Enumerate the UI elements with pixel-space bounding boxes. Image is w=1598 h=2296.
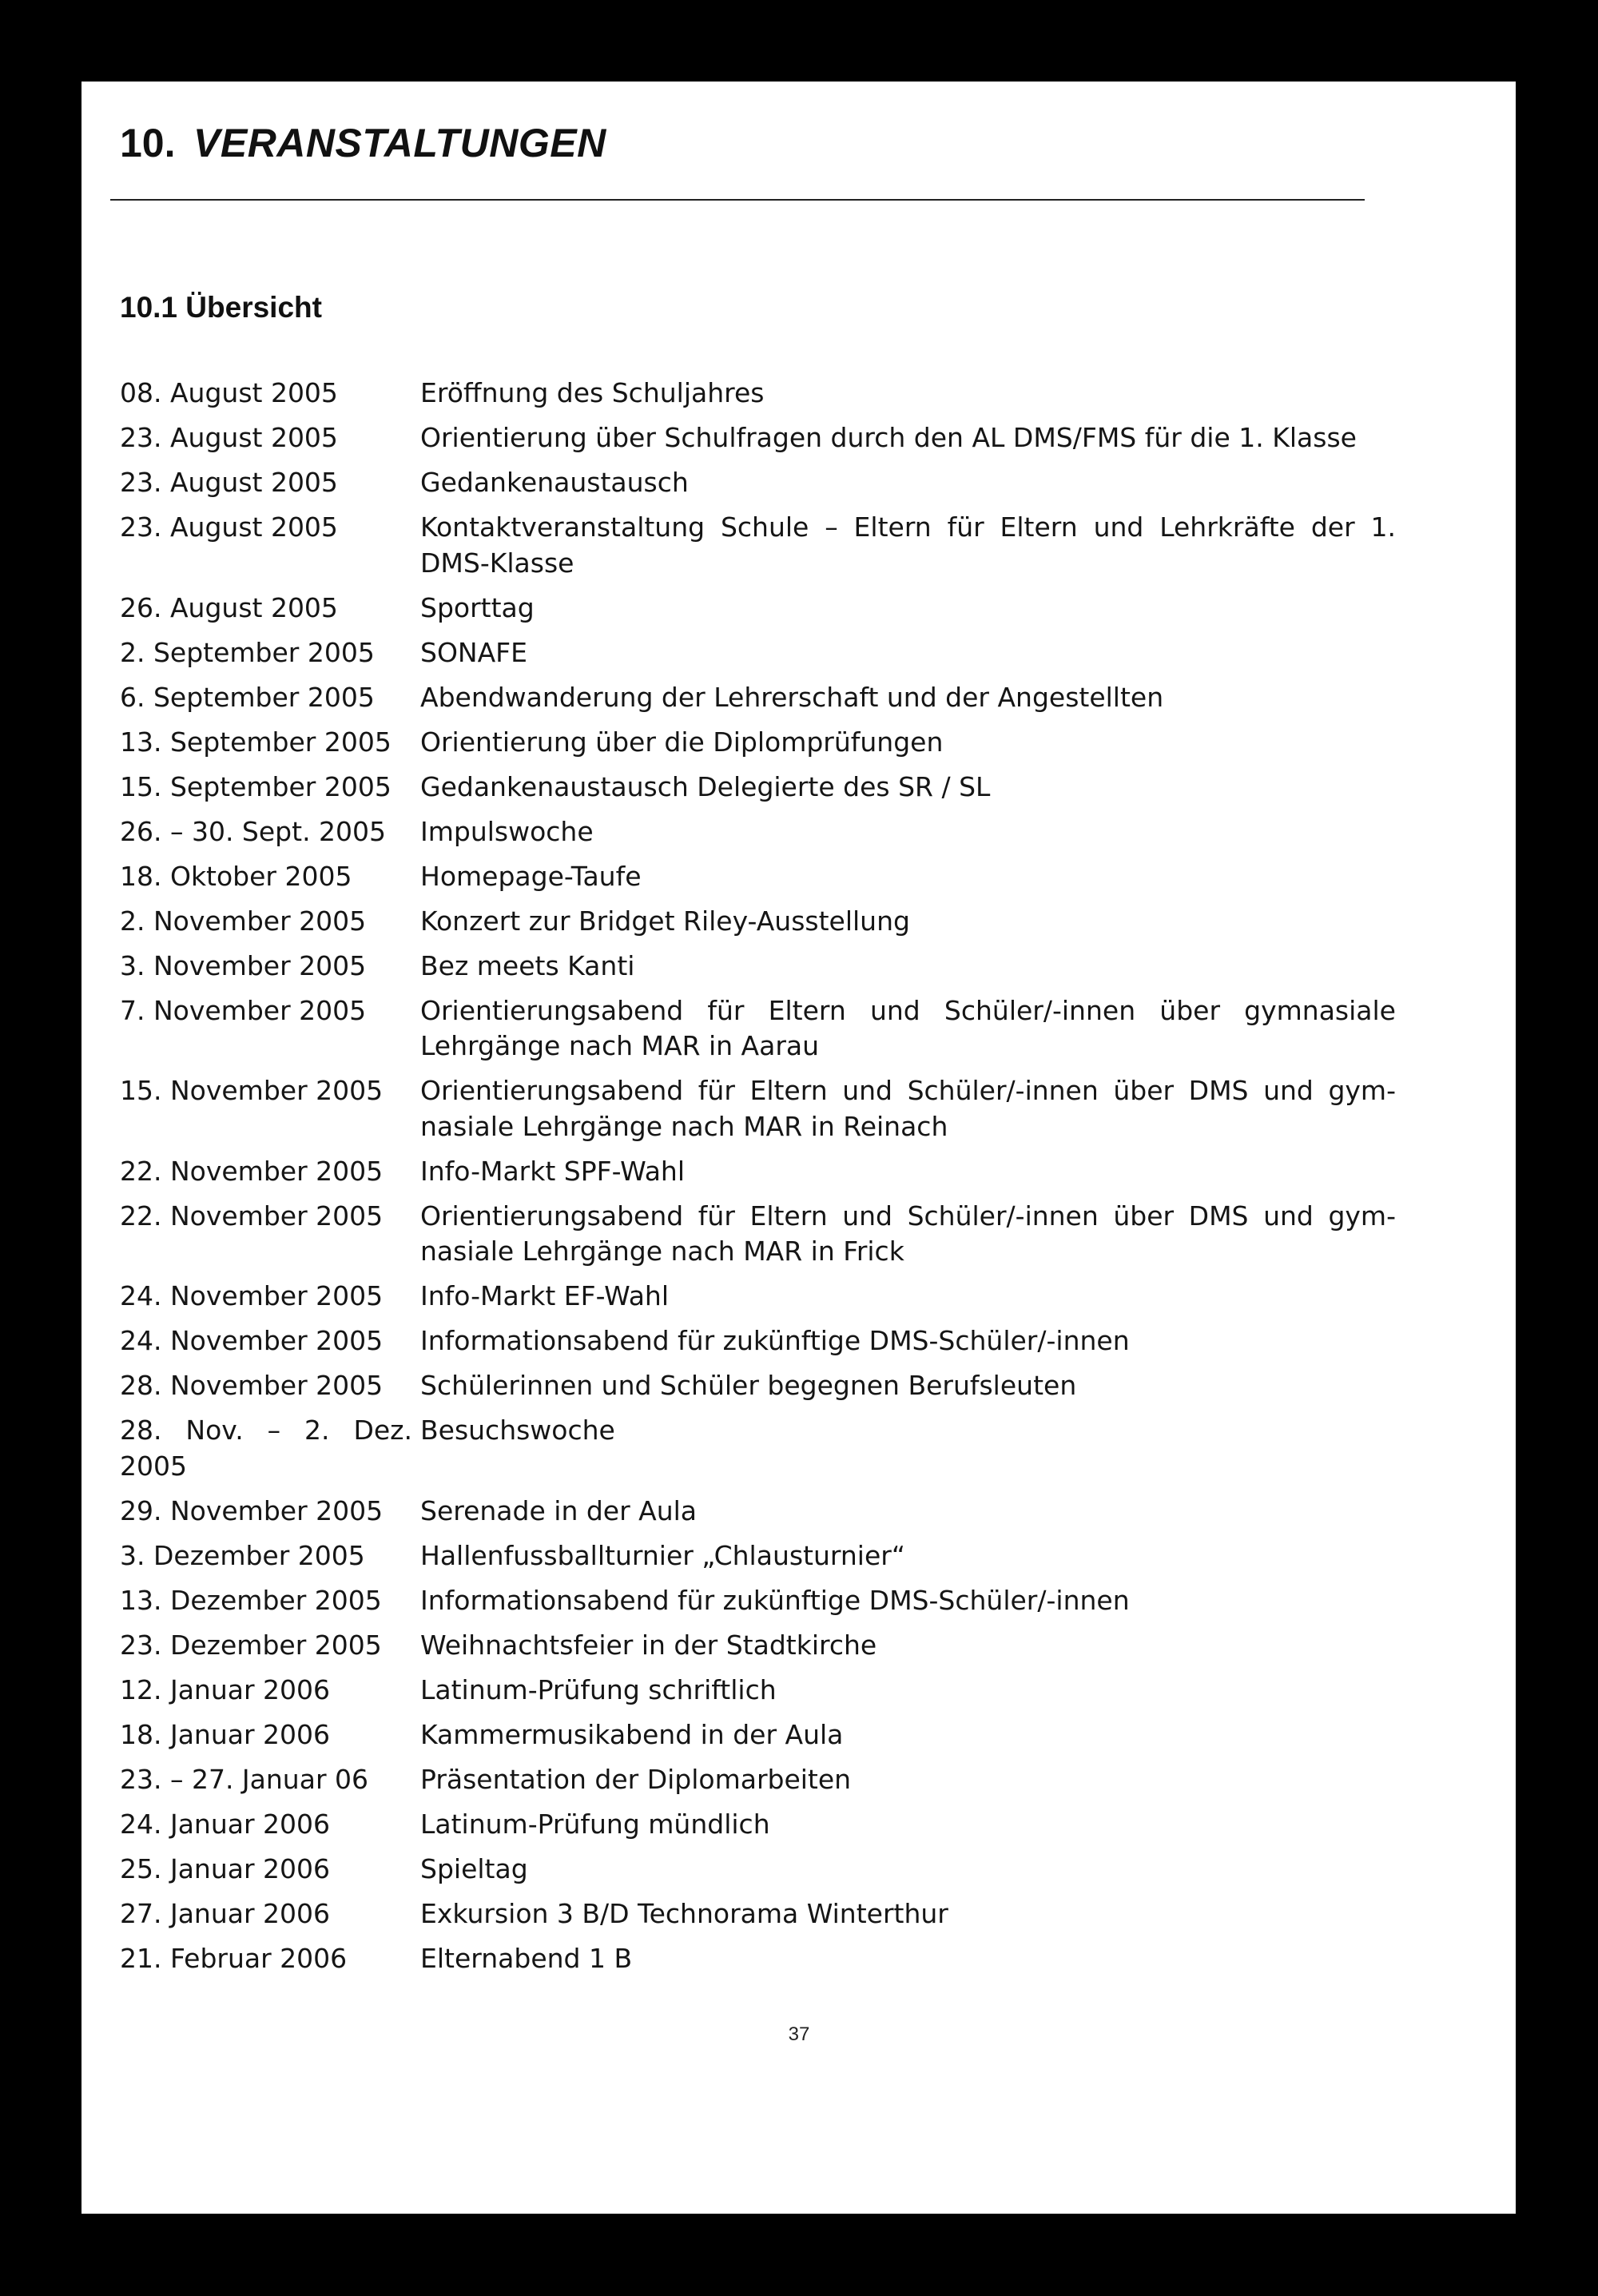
event-row xyxy=(120,376,1396,412)
event-date: 3. November 2005 xyxy=(120,949,367,981)
event-description: Orientierung über Schulfragen durch den AL DMS/FMS für die 1. Klasse xyxy=(420,422,1357,453)
event-description: Gedankenaustausch Delegierte des SR / SL xyxy=(420,770,991,802)
event-date: 23. August 2005 xyxy=(120,422,338,453)
heading-divider xyxy=(110,199,1365,201)
event-row xyxy=(120,993,1396,1064)
event-row xyxy=(120,859,1396,895)
event-row xyxy=(120,1628,1396,1664)
event-row xyxy=(120,1583,1396,1619)
event-date: 23. August 2005 xyxy=(120,467,338,498)
event-date: 15. September 2005 xyxy=(120,770,392,802)
event-date: 3. Dezember 2005 xyxy=(120,1539,365,1571)
event-description: SONAFE xyxy=(420,636,528,668)
event-date: 7. November 2005 xyxy=(120,994,367,1026)
event-list xyxy=(120,376,1396,1986)
event-description: Spieltag xyxy=(420,1852,528,1884)
event-date: 23. August 2005 xyxy=(120,511,338,543)
event-description: Abendwanderung der Lehrerschaft und der Angestellten xyxy=(420,681,1164,713)
event-date: 22. November 2005 xyxy=(120,1200,384,1232)
event-description: Eröffnung des Schuljahres xyxy=(420,377,765,408)
chapter-heading xyxy=(120,120,606,166)
event-description: Kontaktveranstaltung Schule – Eltern für Eltern und Lehrkräfte der 1. DMS-Klasse xyxy=(420,511,1396,579)
event-description: Hallenfussballturnier „Chlausturnier“ xyxy=(420,1539,905,1571)
event-description: Serenade in der Aula xyxy=(420,1494,698,1526)
event-date: 28. Nov. – 2. Dez. 2005 xyxy=(120,1415,412,1482)
event-date: 28. November 2005 xyxy=(120,1370,384,1401)
event-date: 6. September 2005 xyxy=(120,681,375,713)
event-row xyxy=(120,465,1396,501)
event-description: Homepage-Taufe xyxy=(420,860,642,892)
event-description: Gedankenaustausch xyxy=(420,467,689,498)
event-description: Besuchswoche xyxy=(420,1415,615,1446)
event-row xyxy=(120,635,1396,671)
event-date: 13. September 2005 xyxy=(120,726,392,758)
chapter-title: VERANSTALTUNGEN xyxy=(193,121,606,165)
event-row xyxy=(120,949,1396,985)
event-row xyxy=(120,1538,1396,1574)
event-row xyxy=(120,1413,1396,1484)
event-description: Exkursion 3 B/D Technorama Winterthur xyxy=(420,1897,948,1929)
event-row xyxy=(120,1368,1396,1404)
event-date: 24. November 2005 xyxy=(120,1325,384,1356)
event-description: Elternabend 1 B xyxy=(420,1942,633,1974)
event-description: Orientierungsabend für Eltern und Schüler/-innen über DMS und gymnasiale Lehrgänge nach MAR in Reinach xyxy=(420,1075,1396,1142)
event-description: Sporttag xyxy=(420,591,535,623)
event-row xyxy=(120,1762,1396,1798)
event-description: Info-Markt SPF-Wahl xyxy=(420,1155,685,1187)
event-date: 2. November 2005 xyxy=(120,905,367,937)
event-row xyxy=(120,814,1396,850)
event-description: Latinum-Prüfung schriftlich xyxy=(420,1673,777,1705)
event-row xyxy=(120,510,1396,581)
event-description: Orientierungsabend für Eltern und Schüler/-innen über gymnasiale Lehrgänge nach MAR in Aarau xyxy=(420,994,1396,1061)
event-date: 24. November 2005 xyxy=(120,1280,384,1311)
event-date: 13. Dezember 2005 xyxy=(120,1584,382,1616)
event-row xyxy=(120,1323,1396,1359)
event-row xyxy=(120,1673,1396,1709)
event-description: Weihnachtsfeier in der Stadtkirche xyxy=(420,1629,877,1661)
event-row xyxy=(120,904,1396,940)
event-description: Orientierung über die Diplomprüfungen xyxy=(420,726,944,758)
event-row xyxy=(120,725,1396,761)
event-date: 18. Oktober 2005 xyxy=(120,860,352,892)
event-description: Bez meets Kanti xyxy=(420,949,635,981)
event-row xyxy=(120,1199,1396,1270)
event-row xyxy=(120,1896,1396,1932)
event-description: Informationsabend für zukünftige DMS-Schüler/-innen xyxy=(420,1325,1130,1356)
section-heading: 10.1 Übersicht xyxy=(120,291,322,324)
event-date: 23. Dezember 2005 xyxy=(120,1629,382,1661)
event-date: 29. November 2005 xyxy=(120,1494,384,1526)
event-description: Impulswoche xyxy=(420,815,594,847)
event-row xyxy=(120,1807,1396,1843)
event-description: Präsentation der Diplomarbeiten xyxy=(420,1763,852,1795)
event-description: Konzert zur Bridget Riley-Ausstellung xyxy=(420,905,910,937)
page-number: 37 xyxy=(788,2023,810,2045)
event-row xyxy=(120,1073,1396,1144)
event-row xyxy=(120,1941,1396,1977)
event-row xyxy=(120,591,1396,627)
event-date: 2. September 2005 xyxy=(120,636,375,668)
event-date: 23. – 27. Januar 06 xyxy=(120,1763,368,1795)
event-date: 21. Februar 2006 xyxy=(120,1942,348,1974)
event-row xyxy=(120,1279,1396,1315)
event-row xyxy=(120,1852,1396,1888)
event-row xyxy=(120,770,1396,806)
event-date: 22. November 2005 xyxy=(120,1155,384,1187)
event-date: 15. November 2005 xyxy=(120,1075,384,1106)
event-description: Schülerinnen und Schüler begegnen Berufsleuten xyxy=(420,1370,1077,1401)
event-date: 27. Januar 2006 xyxy=(120,1897,331,1929)
event-description: Informationsabend für zukünftige DMS-Schüler/-innen xyxy=(420,1584,1130,1616)
event-date: 12. Januar 2006 xyxy=(120,1673,331,1705)
chapter-number: 10. xyxy=(120,121,176,165)
event-row xyxy=(120,420,1396,456)
event-date: 24. Januar 2006 xyxy=(120,1808,331,1840)
event-date: 08. August 2005 xyxy=(120,377,338,408)
event-row xyxy=(120,1154,1396,1190)
event-date: 18. Januar 2006 xyxy=(120,1718,331,1750)
event-row xyxy=(120,1717,1396,1753)
event-description: Latinum-Prüfung mündlich xyxy=(420,1808,770,1840)
event-row xyxy=(120,680,1396,716)
event-description: Orientierungsabend für Eltern und Schüler/-innen über DMS und gymnasiale Lehrgänge nach MAR in Frick xyxy=(420,1200,1396,1267)
event-row xyxy=(120,1494,1396,1530)
event-description: Info-Markt EF-Wahl xyxy=(420,1280,670,1311)
event-date: 25. Januar 2006 xyxy=(120,1852,331,1884)
event-date: 26. – 30. Sept. 2005 xyxy=(120,815,387,847)
event-date: 26. August 2005 xyxy=(120,591,338,623)
event-description: Kammermusikabend in der Aula xyxy=(420,1718,844,1750)
